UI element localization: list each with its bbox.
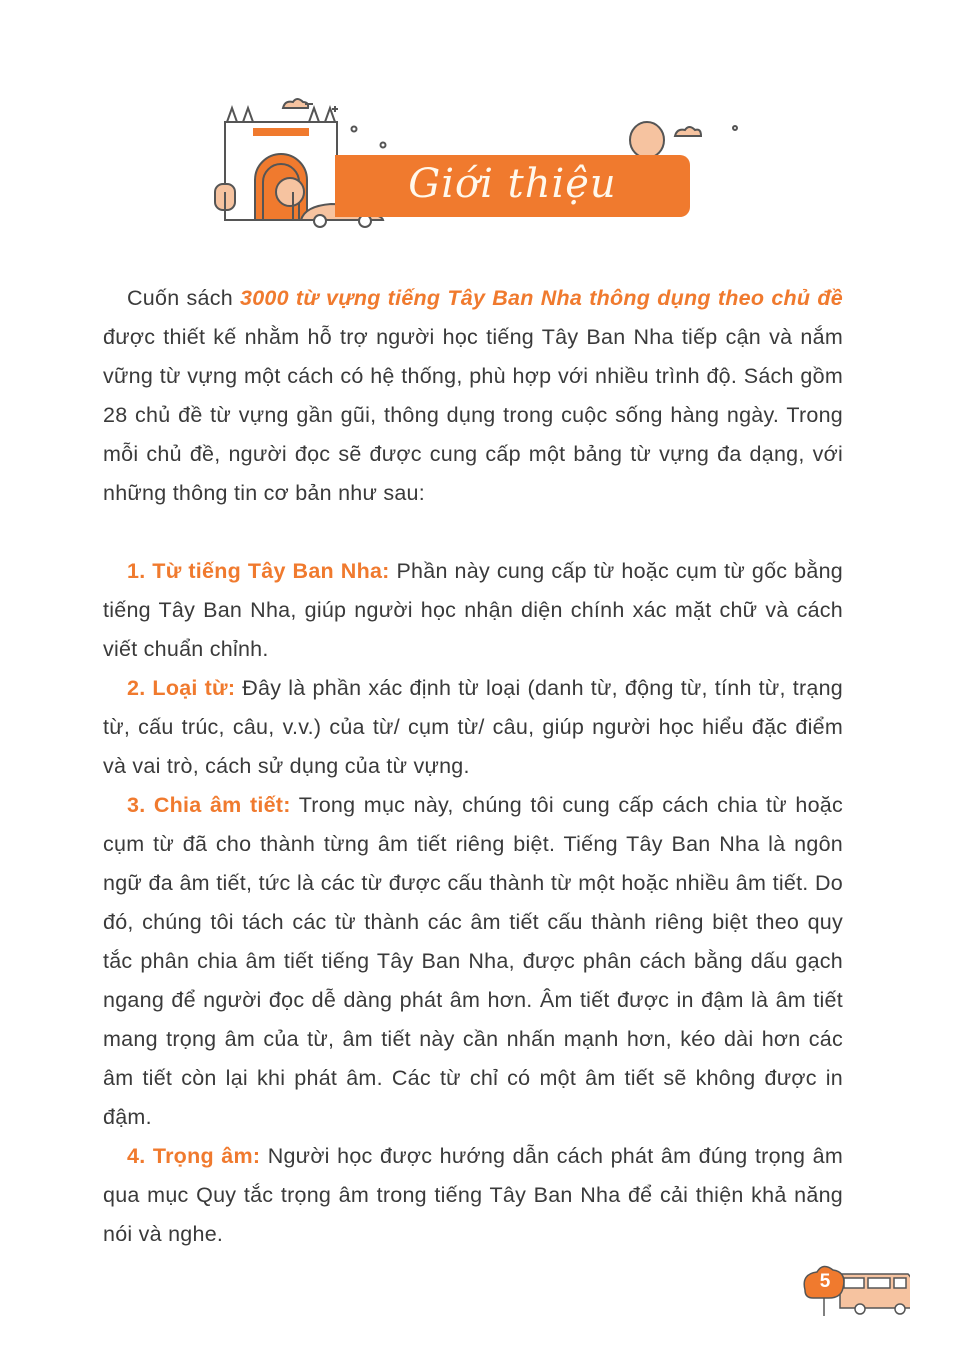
intro-paragraph [103,279,843,513]
chapter-header [205,92,755,232]
item-text: Phần này cung cấp từ hoặc cụm từ gốc bằng tiếng Tây Ban Nha, giúp người học nhận diện chính xác mặt chữ và cách viết chuẩn chỉnh. [103,559,843,661]
intro-prefix: Cuốn sách [127,286,240,310]
page-number: 5 [819,1271,831,1292]
page-title: Giới thiệu [408,161,617,207]
title-banner [335,155,690,217]
list-item [103,669,843,786]
intro-text: được thiết kế nhằm hỗ trợ người học tiếng Tây Ban Nha tiếp cận và nắm vững từ vựng một cách có hệ thống, phù hợp với nhiều trình độ. Sách gồm 28 chủ đề từ vựng gần gũi, thông dụng trong cuộc sống hàng ngày. Trong mỗi chủ đề, người đọc sẽ được cung cấp một bảng từ vựng đa dạng, với những thông tin cơ bản như sau: [103,325,843,505]
item-label: 3. Chia âm tiết: [127,793,291,817]
page-footer [800,1262,910,1318]
list-item [103,786,843,1137]
item-label: 1. Từ tiếng Tây Ban Nha: [127,559,390,583]
item-text: Trong mục này, chúng tôi cung cấp cách chia từ hoặc cụm từ đã cho thành từng âm tiết riêng biệt. Tiếng Tây Ban Nha là ngôn ngữ đa âm tiết, tức là các từ được cấu thành từ một hoặc nhiều âm tiết. Do đó, chúng tôi tách các từ thành các âm tiết cấu thành riêng biệt theo quy tắc phân chia âm tiết tiếng Tây Ban Nha, được phân cách bằng dấu gạch ngang để người đọc dễ dàng phát âm hơn. Âm tiết được in đậm là âm tiết mang trọng âm của từ, âm tiết này cần nhấn mạnh hơn, kéo dài hơn các âm tiết còn lại khi phát âm. Các từ chỉ có một âm tiết sẽ không được in đậm. [103,793,843,1129]
item-label: 4. Trọng âm: [127,1144,261,1168]
item-label: 2. Loại từ: [127,676,236,700]
book-title: 3000 từ vựng tiếng Tây Ban Nha thông dụng theo chủ đề [240,286,843,310]
item-text: Người học được hướng dẫn cách phát âm đúng trọng âm qua mục Quy tắc trọng âm trong tiếng Tây Ban Nha để cải thiện khả năng nói và nghe. [103,1144,844,1246]
list-item [103,1137,843,1254]
list-item [103,552,843,669]
body-text [103,279,843,1254]
item-text: Đây là phần xác định từ loại (danh từ, động từ, tính từ, trạng từ, cấu trúc, câu, v.v.) của từ/ cụm từ/ câu, giúp người học hiểu đặc điểm và vai trò, cách sử dụng của từ vựng. [103,676,843,778]
